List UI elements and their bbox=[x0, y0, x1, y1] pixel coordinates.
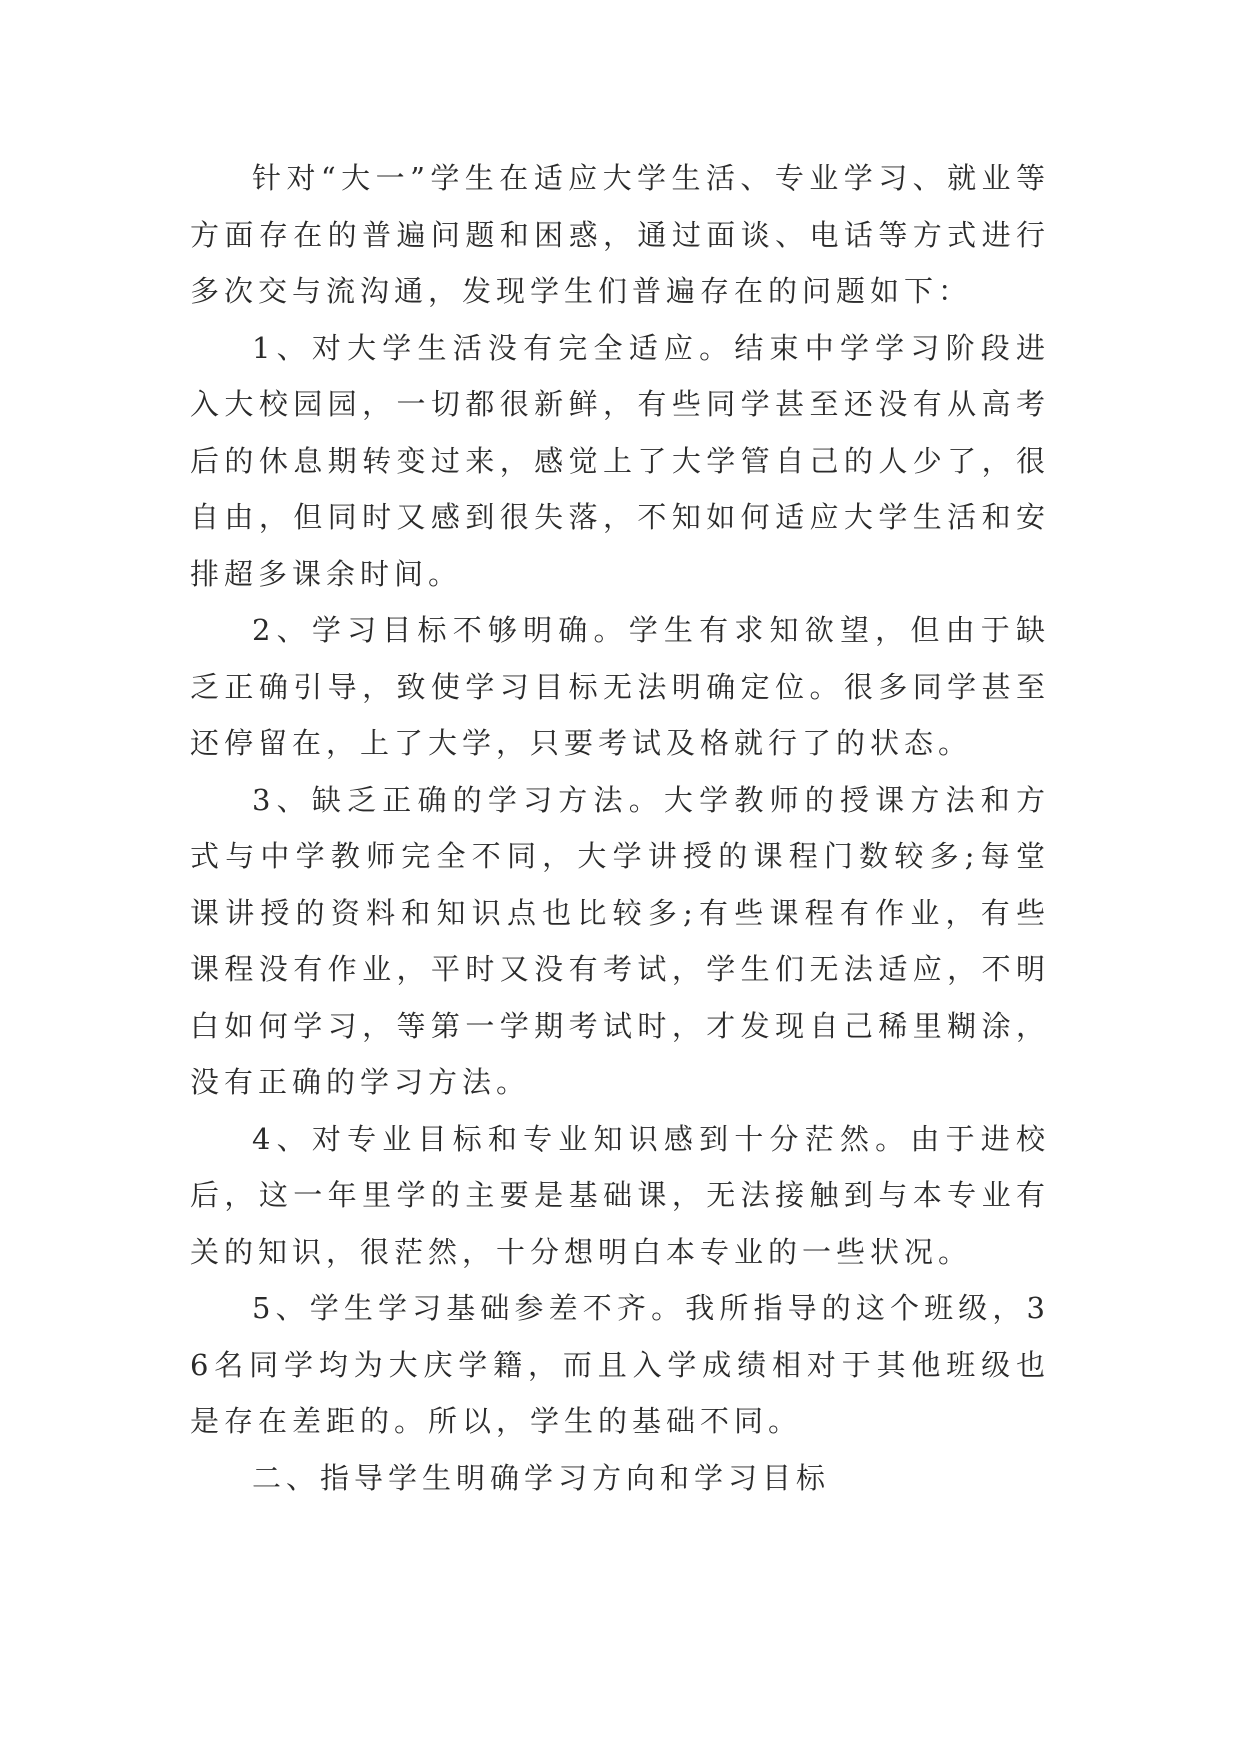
issue-1-paragraph: 1、对大学生活没有完全适应。结束中学学习阶段进入大校园园，一切都很新鲜，有些同学甚至还没有从高考后的休息期转变过来，感觉上了大学管自己的人少了，很自由，但同时又感到很失落，不知如何适应大学生活和安排超多课余时间。 bbox=[190, 330, 1050, 591]
issue-5-paragraph: 5、学生学习基础参差不齐。我所指导的这个班级，36名同学均为大庆学籍，而且入学成绩相对于其他班级也是存在差距的。所以，学生的基础不同。 bbox=[190, 1291, 1050, 1438]
issue-4-paragraph: 4、对专业目标和专业知识感到十分茫然。由于进校后，这一年里学的主要是基础课，无法接触到与本专业有关的知识，很茫然，十分想明白本专业的一些状况。 bbox=[190, 1121, 1050, 1269]
intro-paragraph: 针对“大一”学生在适应大学生活、专业学习、就业等方面存在的普遍问题和困惑，通过面谈、电话等方式进行多次交与流沟通，发现学生们普遍存在的问题如下： bbox=[190, 161, 1050, 308]
document-body bbox=[190, 150, 1050, 1506]
issue-3-paragraph: 3、缺乏正确的学习方法。大学教师的授课方法和方式与中学教师完全不同，大学讲授的课程门数较多;每堂课讲授的资料和知识点也比较多;有些课程有作业，有些课程没有作业，平时又没有考试，学生们无法适应，不明白如何学习，等第一学期考试时，才发现自己稀里糊涂，没有正确的学习方法。 bbox=[190, 782, 1050, 1099]
section-heading: 二、指导学生明确学习方向和学习目标 bbox=[252, 1460, 831, 1495]
issue-2-paragraph: 2、学习目标不够明确。学生有求知欲望，但由于缺乏正确引导，致使学习目标无法明确定位。很多同学甚至还停留在，上了大学，只要考试及格就行了的状态。 bbox=[190, 613, 1050, 760]
